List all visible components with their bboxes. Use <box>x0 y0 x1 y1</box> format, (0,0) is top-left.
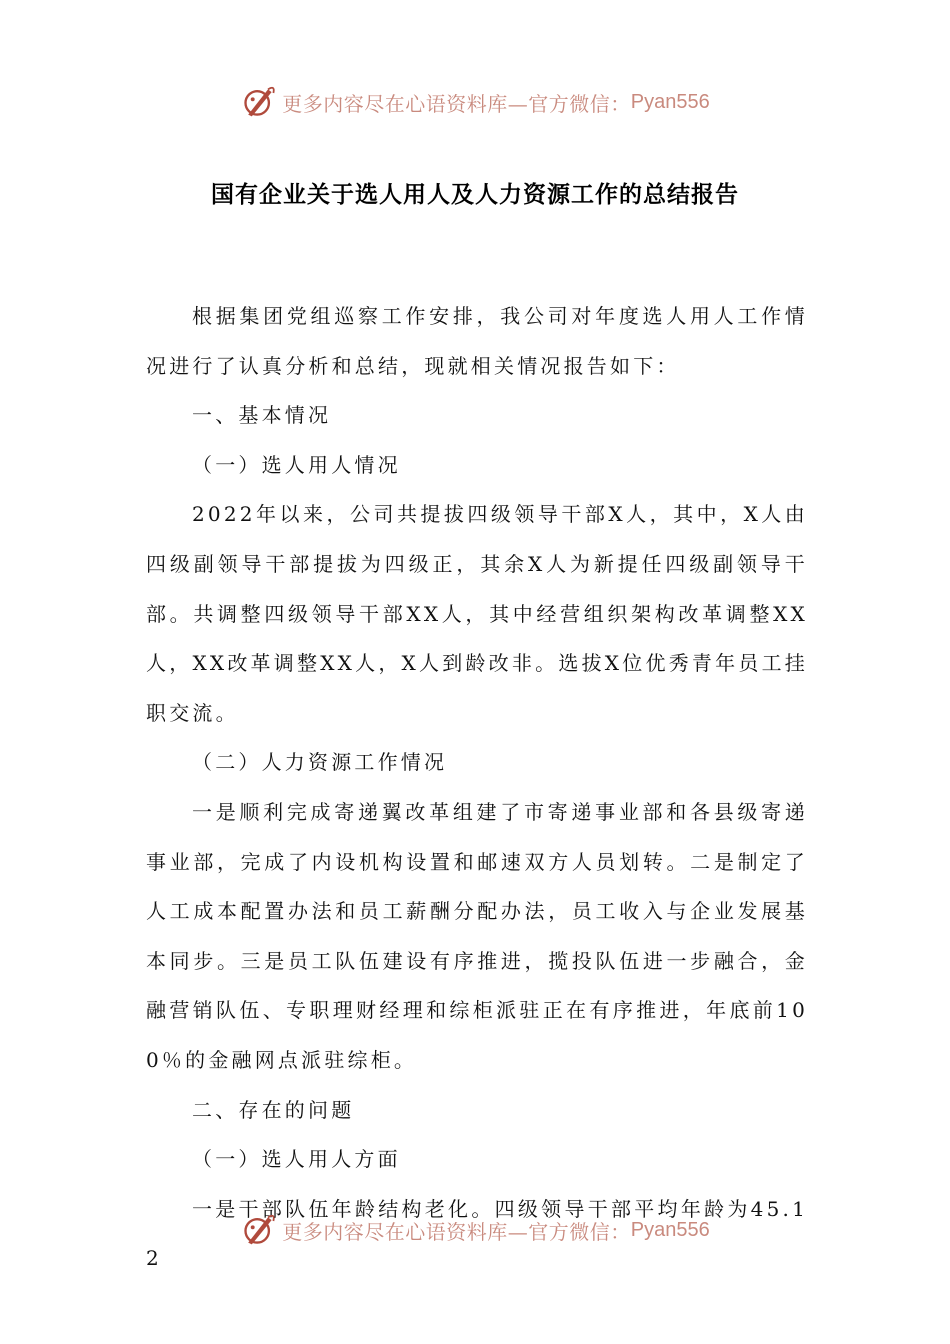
paragraph-hr-details: 一是顺利完成寄递翼改革组建了市寄递事业部和各县级寄递事业部，完成了内设机构设置和邮速双方人员划转。二是制定了人工成本配置办法和员工薪酬分配办法，员工收入与企业发展基本同步。三是员工队伍建设有序推进，揽投队伍进一步融合，金融营销队伍、专职理财经理和综柜派驻正在有序推进，年底前100％的金融网点派驻综柜。 <box>146 799 808 1072</box>
quill-pen-logo-icon <box>240 84 278 120</box>
document-body <box>146 292 808 1284</box>
watermark-text: 更多内容尽在心语资料库—官方微信： <box>282 91 631 116</box>
watermark-wechat-id: Pyan556 <box>630 1218 710 1241</box>
section-heading-basic: 一、基本情况 <box>192 403 332 428</box>
subsection-heading-selection: （一）选人用人情况 <box>192 452 401 477</box>
watermark-text: 更多内容尽在心语资料库—官方微信： <box>282 1219 631 1244</box>
header-watermark <box>0 82 950 122</box>
footer-watermark <box>0 1210 950 1250</box>
quill-pen-logo-icon <box>240 1212 278 1248</box>
subsection-heading-selection-issues: （一）选人用人方面 <box>192 1147 401 1172</box>
document-title: 国有企业关于选人用人及人力资源工作的总结报告 <box>211 182 739 208</box>
watermark-wechat-id: Pyan556 <box>630 90 710 113</box>
section-heading-problems: 二、存在的问题 <box>192 1097 355 1122</box>
subsection-heading-hr: （二）人力资源工作情况 <box>192 750 448 775</box>
intro-paragraph: 根据集团党组巡察工作安排，我公司对年度选人用人工作情况进行了认真分析和总结，现就相关情况报告如下： <box>146 304 808 378</box>
paragraph-selection-details: 2022年以来，公司共提拔四级领导干部X人，其中，X人由四级副领导干部提拔为四级正，其余X人为新提任四级副领导干部。共调整四级领导干部XX人，其中经营组织架构改革调整XX人，XX改革调整XX人，X人到龄改非。选拔X位优秀青年员工挂职交流。 <box>146 502 808 725</box>
paragraph-age-structure: 一是干部队伍年龄结构老化。四级领导干部平均年龄为45.12 <box>146 1196 808 1271</box>
